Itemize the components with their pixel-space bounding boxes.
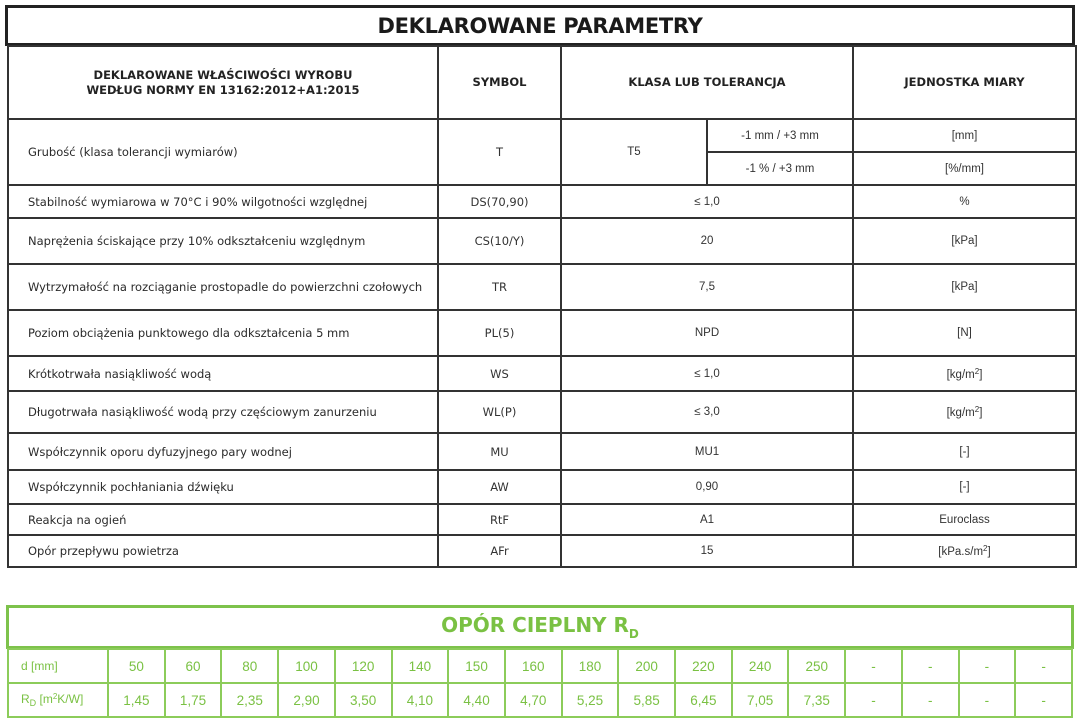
- resistance-value-cell: 4,70: [505, 683, 562, 717]
- thermal-title-box: [6, 605, 1074, 649]
- unit-cell: [kPa]: [853, 264, 1076, 310]
- value-cell: 7,5: [561, 264, 853, 310]
- unit-sup: 2: [983, 544, 988, 553]
- unit-cell: [853, 535, 1076, 567]
- symbol-cell: AW: [438, 470, 561, 504]
- unit-cell: [mm]: [853, 119, 1076, 152]
- symbol-cell: MU: [438, 433, 561, 470]
- property-cell: Stabilność wymiarowa w 70°C i 90% wilgotności względnej: [8, 185, 438, 218]
- thickness-value-cell: -: [845, 649, 902, 683]
- unit-cell: Euroclass: [853, 504, 1076, 535]
- resistance-row: [8, 683, 1072, 717]
- table-row: [8, 310, 1076, 356]
- thermal-title-sub: D: [628, 627, 639, 641]
- table-row: [8, 119, 1076, 152]
- unit-end: ]: [987, 546, 991, 558]
- table-row: [8, 391, 1076, 433]
- thickness-value-cell: 60: [165, 649, 222, 683]
- symbol-cell: DS(70,90): [438, 185, 561, 218]
- tolerance-cell: -1 mm / +3 mm: [707, 119, 853, 152]
- unit-end: ]: [979, 407, 983, 419]
- thickness-value-cell: 200: [618, 649, 675, 683]
- parameters-table: [7, 45, 1077, 568]
- unit-sup: 2: [974, 405, 980, 414]
- symbol-cell: RtF: [438, 504, 561, 535]
- thickness-value-cell: 120: [335, 649, 392, 683]
- header-property-line1: DEKLAROWANE WŁAŚCIWOŚCI WYROBU: [93, 67, 353, 82]
- value-cell: ≤ 3,0: [561, 391, 853, 433]
- header-property: [8, 46, 438, 119]
- property-cell: Krótkotrwała nasiąkliwość wodą: [8, 356, 438, 391]
- property-cell: Grubość (klasa tolerancji wymiarów): [8, 119, 438, 185]
- thermal-title: [441, 613, 639, 641]
- unit-cell: [N]: [853, 310, 1076, 356]
- resistance-value-cell: 7,35: [788, 683, 845, 717]
- header-class: KLASA LUB TOLERANCJA: [561, 46, 853, 119]
- unit-cell: [kPa]: [853, 218, 1076, 264]
- class-cell: T5: [561, 119, 707, 185]
- symbol-cell: WL(P): [438, 391, 561, 433]
- unit-base: [kg/m: [946, 368, 975, 381]
- property-cell: Reakcja na ogień: [8, 504, 438, 535]
- table-row: [8, 218, 1076, 264]
- header-unit: JEDNOSTKA MIARY: [853, 46, 1076, 119]
- header-symbol: SYMBOL: [438, 46, 561, 119]
- r-label-end: K/W]: [57, 692, 84, 706]
- thermal-title-text: OPÓR CIEPLNY R: [441, 613, 629, 637]
- thickness-value-cell: -: [902, 649, 959, 683]
- r-label-sup: 2: [52, 692, 58, 701]
- resistance-value-cell: 4,10: [392, 683, 449, 717]
- title-box: [5, 5, 1075, 46]
- r-label-mid: [m: [36, 692, 53, 706]
- symbol-cell: WS: [438, 356, 561, 391]
- header-property-line2: WEDŁUG NORMY EN 13162:2012+A1:2015: [86, 82, 360, 97]
- resistance-value-cell: 4,40: [448, 683, 505, 717]
- property-cell: Opór przepływu powietrza: [8, 535, 438, 567]
- table-row: [8, 504, 1076, 535]
- table-row: [8, 433, 1076, 470]
- unit-base: [kPa.s/m: [938, 546, 984, 558]
- thickness-value-cell: 80: [221, 649, 278, 683]
- r-label-sub: D: [29, 698, 37, 708]
- symbol-cell: CS(10/Y): [438, 218, 561, 264]
- thickness-value-cell: 160: [505, 649, 562, 683]
- table-row: [8, 356, 1076, 391]
- resistance-value-cell: 2,35: [221, 683, 278, 717]
- symbol-cell: TR: [438, 264, 561, 310]
- symbol-cell: T: [438, 119, 561, 185]
- thickness-value-cell: 250: [788, 649, 845, 683]
- resistance-value-cell: -: [902, 683, 959, 717]
- property-cell: Wytrzymałość na rozciąganie prostopadle do powierzchni czołowych: [8, 264, 438, 310]
- resistance-value-cell: 5,25: [562, 683, 619, 717]
- value-cell: 20: [561, 218, 853, 264]
- unit-end: ]: [979, 368, 983, 381]
- thickness-value-cell: 240: [732, 649, 789, 683]
- resistance-value-cell: 2,90: [278, 683, 335, 717]
- r-label-base: R: [21, 692, 30, 706]
- thickness-value-cell: -: [959, 649, 1016, 683]
- value-cell: 0,90: [561, 470, 853, 504]
- resistance-value-cell: 6,45: [675, 683, 732, 717]
- value-cell: A1: [561, 504, 853, 535]
- unit-cell: %: [853, 185, 1076, 218]
- value-cell: MU1: [561, 433, 853, 470]
- resistance-value-cell: 1,45: [108, 683, 165, 717]
- unit-cell: [-]: [853, 470, 1076, 504]
- property-cell: Poziom obciążenia punktowego dla odkształcenia 5 mm: [8, 310, 438, 356]
- header-row: [8, 46, 1076, 119]
- thickness-value-cell: 220: [675, 649, 732, 683]
- symbol-cell: PL(5): [438, 310, 561, 356]
- thickness-row: [8, 649, 1072, 683]
- value-cell: ≤ 1,0: [561, 356, 853, 391]
- resistance-value-cell: 1,75: [165, 683, 222, 717]
- unit-base: [kg/m: [946, 407, 975, 419]
- thickness-label: d [mm]: [8, 649, 108, 683]
- resistance-value-cell: 7,05: [732, 683, 789, 717]
- thickness-value-cell: 140: [392, 649, 449, 683]
- value-cell: 15: [561, 535, 853, 567]
- table-row: [8, 470, 1076, 504]
- table-row: [8, 264, 1076, 310]
- unit-cell: [%/mm]: [853, 152, 1076, 185]
- resistance-value-cell: -: [1015, 683, 1072, 717]
- value-cell: ≤ 1,0: [561, 185, 853, 218]
- resistance-value-cell: 3,50: [335, 683, 392, 717]
- thickness-value-cell: 180: [562, 649, 619, 683]
- property-cell: Długotrwała nasiąkliwość wodą przy częściowym zanurzeniu: [8, 391, 438, 433]
- thickness-value-cell: 100: [278, 649, 335, 683]
- value-cell: NPD: [561, 310, 853, 356]
- property-cell: Współczynnik pochłaniania dźwięku: [8, 470, 438, 504]
- unit-cell: [853, 356, 1076, 391]
- table-row: [8, 535, 1076, 567]
- property-cell: Współczynnik oporu dyfuzyjnego pary wodnej: [8, 433, 438, 470]
- page-title: DEKLAROWANE PARAMETRY: [377, 13, 703, 38]
- property-cell: Naprężenia ściskające przy 10% odkształceniu względnym: [8, 218, 438, 264]
- table-row: [8, 185, 1076, 218]
- unit-sup: 2: [974, 366, 980, 376]
- unit-cell: [-]: [853, 433, 1076, 470]
- tolerance-cell: -1 % / +3 mm: [707, 152, 853, 185]
- resistance-label: [8, 683, 108, 717]
- resistance-value-cell: -: [959, 683, 1016, 717]
- thickness-value-cell: -: [1015, 649, 1072, 683]
- resistance-value-cell: -: [845, 683, 902, 717]
- unit-cell: [853, 391, 1076, 433]
- symbol-cell: AFr: [438, 535, 561, 567]
- thickness-value-cell: 50: [108, 649, 165, 683]
- thickness-value-cell: 150: [448, 649, 505, 683]
- thermal-resistance-table: [7, 648, 1073, 718]
- resistance-value-cell: 5,85: [618, 683, 675, 717]
